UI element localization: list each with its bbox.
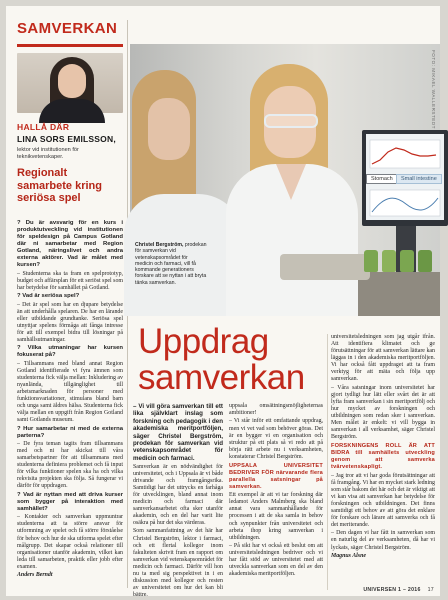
article-column-2 [229, 403, 323, 587]
portrait-face [58, 64, 86, 98]
article-paragraph: – Jag tror att vi har goda förutsättningar att få framgång. Vi har en mycket stark ledning som står bakom det här och det är viktigt att vi kan visa att samverkan har betydelse för forskningen och utbildningen. Det finns samtidigt ett behov av att göra det enklare för forskare och lärare att samverka och få det meriterande. [331, 472, 435, 528]
magazine-page [6, 6, 440, 596]
sidebar-column [17, 20, 123, 590]
publication-name: UNIVERSEN 1 – 2016 [363, 587, 421, 593]
article-paragraph: – Våra satsningar inom universitetet har gjort tydligt hur lätt eller svårt det är att lyfta fram samverkan i sin meritportfölj och hur mycket av forskningen och utbildningen som redan sker i samverkan. Men målet är enkelt: vi vill bygga in samverkan i all verksamhet, säger Christel Bergström. [331, 384, 435, 441]
sidebar-body [17, 220, 123, 581]
interview-answer: – Det är spel som har en djupare betydelse än att underhålla spelaren. De har en lärande eller utbildande grundtanke. Seriösa spel utnyttjar spelens förmåga att fånga intresse för att till exempel bidra till lösningar på samhällsutmaningar. [17, 301, 123, 343]
interview-question: ? Vad är seriösa spel? [17, 293, 80, 300]
author-role: lektor vid institutionen för teknikvetenskaper. [17, 147, 79, 160]
photo-credit: FOTO: MIKAEL WALLERSTEDT [431, 50, 436, 129]
article-subhead: UPPSALA UNIVERSITET BEDRIVER FÖR närvarande flera parallella satsningar på samverkan. [229, 462, 323, 490]
article-title-line-2: samverkan [138, 358, 305, 397]
article-paragraph: Samverkan är en nödvändighet för universitetet, och i Uppsala är vi både drivande och framgångsrika. Samtidigt har det uttrycks en farhåga för utvecklingen, bland annat inom medicin och farmaci där samverkansarbetet ofta sker utanför akademin, och en del har varit lite osäkra på hur det ska värderas. [133, 463, 223, 527]
interview-question: ? Vilka utmaningar har kursen fokuserat på? [17, 345, 123, 359]
section-label: SAMVERKAN [17, 20, 118, 37]
interview-question: ? Hur samarbetar ni med de externa parterna? [17, 425, 123, 439]
caption-name: Christel Bergström, [135, 242, 184, 248]
article-paragraph: Som sammanfattning av det här har Christel Bergström, lektor i farmaci, och ett flertal kollegor inom fakulteten skrivit fram en rapport om samverkan vid vetenskapsområdet för medicin och farmaci. Därför vill hon nu ta med sig perspektivet in i en diskussion med kollegor och resten av universitetet om hur det kan bli bättre. [133, 528, 223, 598]
interview-question: ? Vad är nyttan med att driva kurser som bygger på interaktion med samhället? [17, 491, 123, 512]
jar-icon [382, 250, 396, 272]
photo-monitor-screen [366, 134, 444, 220]
page-number: 17 [427, 587, 434, 593]
column-divider [327, 334, 328, 590]
section-rule [17, 44, 123, 47]
author-portrait [17, 53, 123, 113]
caption-text: prodekan för samverkan vid vetenskapsområdet för medicin och farmaci, vill få kommande generationers forskare att se nyttan i att bryta tänka samverkan. [135, 242, 207, 286]
photo-person-left-face [148, 98, 190, 160]
photo-jars [362, 250, 440, 274]
sidebar-signature: Anders Berndt [17, 572, 53, 579]
jar-icon [400, 250, 414, 272]
article-paragraph: universitetsledningen som jag utgår ifrån. Att identifiera klimatet och ge förutsättningar för att samverkan lättare kan läggas in i den akademiska meritportföljen. Vi har också fått uppdraget att ta fram verktyg för att mäta och följa upp samverkan. [331, 334, 435, 383]
article-paragraph: Ett exempel är att vi tar forskning där ledamot Anders Malmberg ska bland annat vara sammanhållande för processen i att de ska samla in behov och synpunkter från universitetet och arbeta ihop kring samverkan i utbildningen. [229, 492, 323, 541]
photo-caption [135, 242, 207, 286]
portrait-shoulders [39, 99, 105, 123]
jar-icon [364, 250, 378, 272]
article-lead: – Vi vill göra samverkan till ett lika självklart inslag som forskning och pedagogik i den akademiska meritportföljen, säger Christel Bergström, prodekan för samverkan vid vetenskapsområdet för medicin och farmaci. [133, 403, 223, 462]
page-footer [306, 587, 434, 593]
article-signature: Magnus Alsne [331, 552, 366, 559]
article-title-line-1: Uppdrag [138, 322, 269, 361]
sidebar-headline: Regionalt samarbete kring seriösa spel [17, 167, 102, 204]
article-column-1 [133, 403, 223, 598]
interview-answer: – Tillsammans med bland annat Region Gotland identifierade vi fyra ämnen som studenterna fick välja mellan: Inkludering av nyanlända, tillgänglighet till arbetsmarknaden för personer med funktionsvariationer, stimulans bland barn och unga samt äldres hälsa. Studenterna fick välja mellan en uppgift från Region Gotland samt Gotlands museum. [17, 360, 123, 424]
article-paragraph: – Den dagen vi har fått in samverkan som en naturlig del av verksamheten, då har vi lyckats, säger Christel Bergström. [331, 530, 435, 551]
interview-answer: – De fyra teman tagits fram tillsammans med och ni har skickat till våra samarbetspartner för att tillsammans med studenterna definiera problemet och få input för vilka funktioner spelen ska ha och vilka rekvisita projekten ska följa. Så fungerar vi därför för uppdragen. [17, 441, 123, 490]
article-paragraph: – På sikt har vi också ett beslut om att universitetsledningen bedriver och vi har fått stöd av universitetet med att utveckla samverkan som en del av den akademiska meritportföljen. [229, 543, 323, 578]
screen-tab-stomach: Stomach [366, 174, 398, 184]
interview-answer: – Kontakter och samverkan uppmuntrar studenterna att ta större ansvar för utformning av spelet och få större förståelse för behov och hur de ska utforma spelet efter målgrupp. Det skapar också relationer till organisationer utanför akademin, vilket kan leda till samarbeten, praktik eller jobb efter examen. [17, 514, 123, 570]
article-paragraph: uppsala omsättningsmöjligheternas ambitioner! [229, 403, 323, 417]
article-subhead: FORSKNINGENS ROLL ÄR ATT BIDRA till samhällets utveckling genom att samverka tvärvetenskapligt. [331, 443, 435, 471]
article-column-3 [331, 334, 435, 590]
interview-answer: – Studenterna ska ta fram en spelprototyp, budget och affärsplan för ett seriöst spel som har betydelse för samhället på Gotland. [17, 270, 123, 291]
jar-icon [418, 250, 432, 272]
author-name: LINA SORS EMILSSON, [17, 134, 116, 144]
photo-lab-tray [280, 254, 370, 280]
screen-tab-small-intestine: Small intestine [396, 174, 442, 184]
interview-question: ? Du är avsvarig för en kurs i produktutveckling vid institutionen för speldesign på Campus Gotland där ni samarbetar med Region Gotland, näringslivet och andra externa aktörer. Vad är målet med kursen? [17, 220, 123, 269]
safety-glasses-icon [264, 114, 318, 128]
article-paragraph: – Vi står inför ett omfattande uppdrag, men vi vet vad som behöver göras. Det är en bygger vi en organisation och struktur på ett plats så vi redo att på börja rätt arbete nu i verksamheten, konstaterar Christel Bergström. [229, 418, 323, 460]
interview-kicker: HALLÅ DÄR [17, 122, 70, 132]
